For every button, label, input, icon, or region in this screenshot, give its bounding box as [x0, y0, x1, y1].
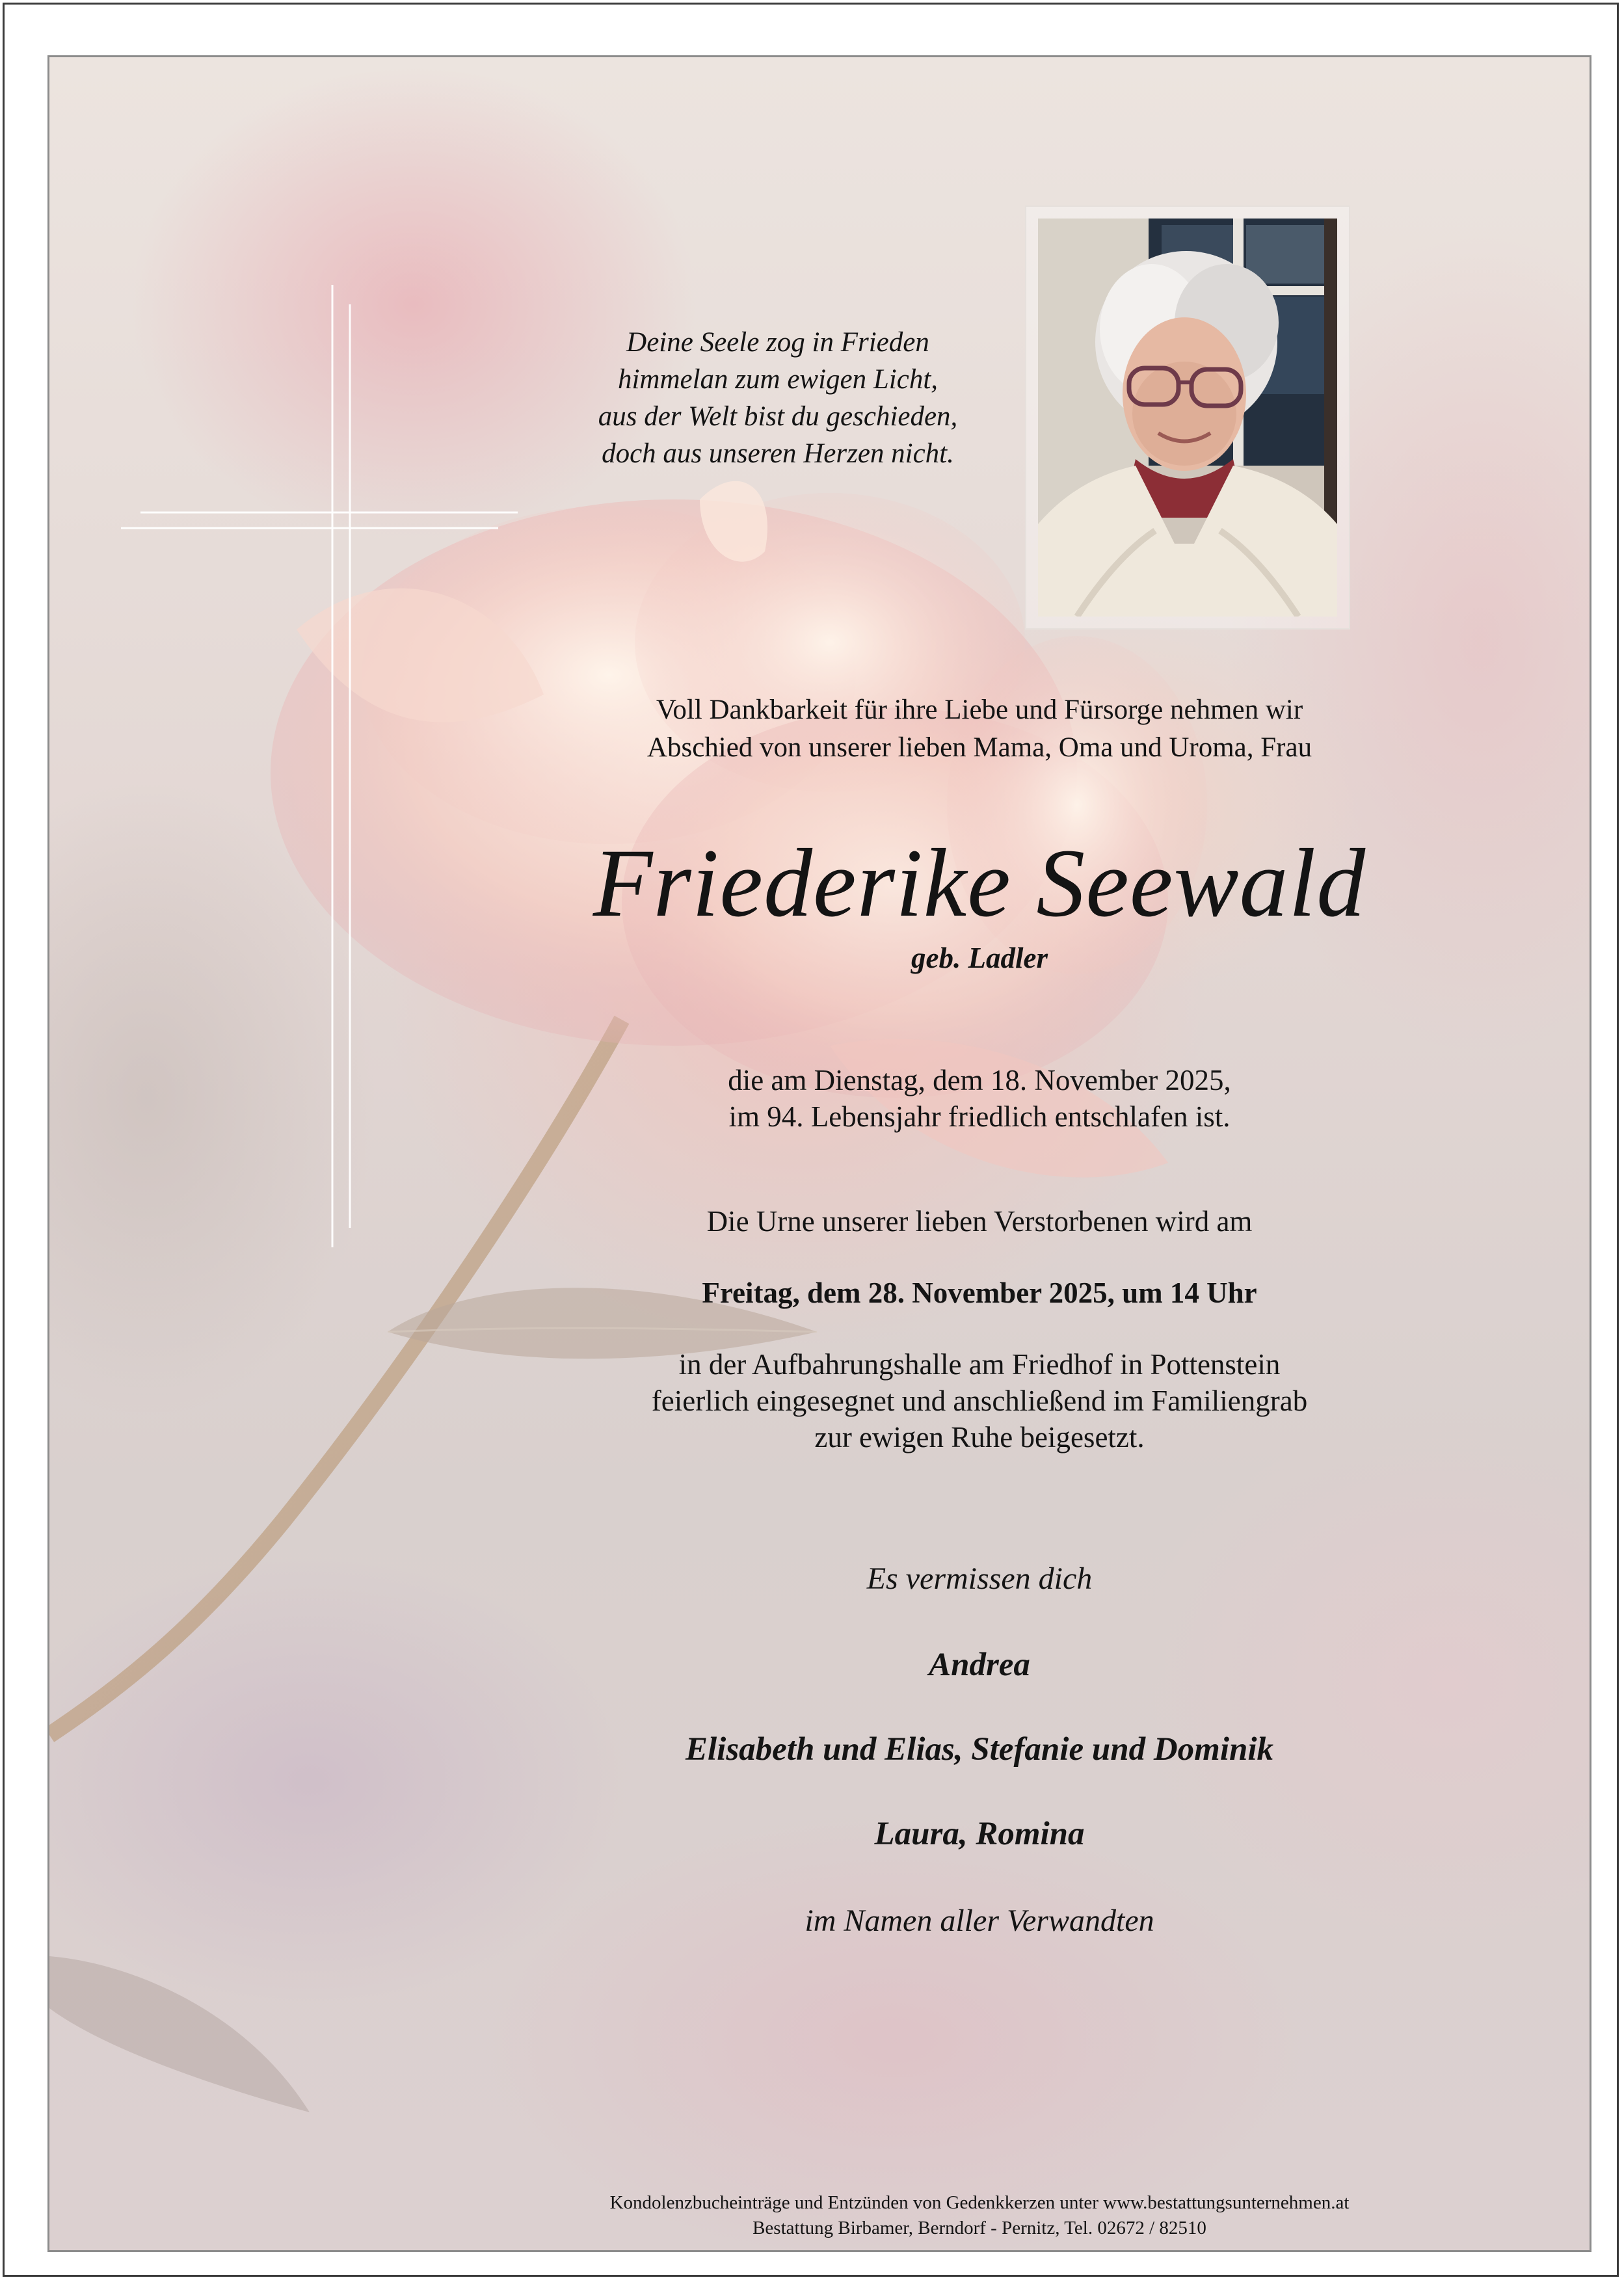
- poem-line: doch aus unseren Herzen nicht.: [602, 438, 954, 469]
- footer: [375, 2190, 1584, 2241]
- poem: [466, 324, 1090, 472]
- poem-line: Deine Seele zog in Frieden: [626, 327, 929, 358]
- flower-leaf-lower: [49, 1956, 310, 2112]
- poem-line: aus der Welt bist du geschieden,: [598, 401, 958, 432]
- intro-text: [505, 691, 1454, 767]
- ceremony-details-line: feierlich eingesegnet und anschließend im Familiengrab: [651, 1385, 1308, 1417]
- intro-line: Voll Dankbarkeit für ihre Liebe und Fürsorge nehmen wir: [656, 695, 1303, 725]
- ceremony-details: [505, 1346, 1454, 1455]
- mourner-name: Andrea: [929, 1647, 1030, 1683]
- ceremony-details-line: in der Aufbahrungshalle am Friedhof in Pottenstein: [678, 1348, 1281, 1381]
- intro-line: Abschied von unserer lieben Mama, Oma und Uroma, Frau: [646, 732, 1312, 763]
- ceremony-date: Freitag, dem 28. November 2025, um 14 Uhr: [702, 1277, 1257, 1309]
- maiden-name: geb. Ladler: [911, 942, 1048, 974]
- mourner-name: Laura, Romina: [874, 1816, 1085, 1852]
- portrait-frame: [1025, 206, 1350, 630]
- death-notice-line: die am Dienstag, dem 18. November 2025,: [728, 1064, 1231, 1096]
- obituary-card: [47, 55, 1591, 2252]
- death-notice-line: im 94. Lebensjahr friedlich entschlafen ist.: [728, 1100, 1231, 1133]
- mourners-intro: Es vermissen dich: [866, 1561, 1093, 1596]
- footer-line: Bestattung Birbamer, Berndorf - Pernitz, Tel. 02672 / 82510: [752, 2218, 1206, 2238]
- portrait-photo: [1038, 219, 1337, 617]
- mourners-closing: im Namen aller Verwandten: [805, 1904, 1154, 1938]
- mourner-name: Elisabeth und Elias, Stefanie und Dominik: [685, 1731, 1274, 1768]
- poem-line: himmelan zum ewigen Licht,: [617, 364, 938, 395]
- footer-line: Kondolenzbucheinträge und Entzünden von Gedenkkerzen unter www.bestattungsunternehmen.at: [609, 2192, 1350, 2213]
- cross-icon: [121, 285, 524, 1312]
- death-notice: [505, 1062, 1454, 1135]
- ceremony-intro: Die Urne unserer lieben Verstorbenen wird am: [706, 1205, 1253, 1238]
- ceremony-details-line: zur ewigen Ruhe beigesetzt.: [814, 1421, 1145, 1453]
- page-frame: [3, 3, 1619, 2277]
- deceased-name: Friederike Seewald: [592, 829, 1366, 937]
